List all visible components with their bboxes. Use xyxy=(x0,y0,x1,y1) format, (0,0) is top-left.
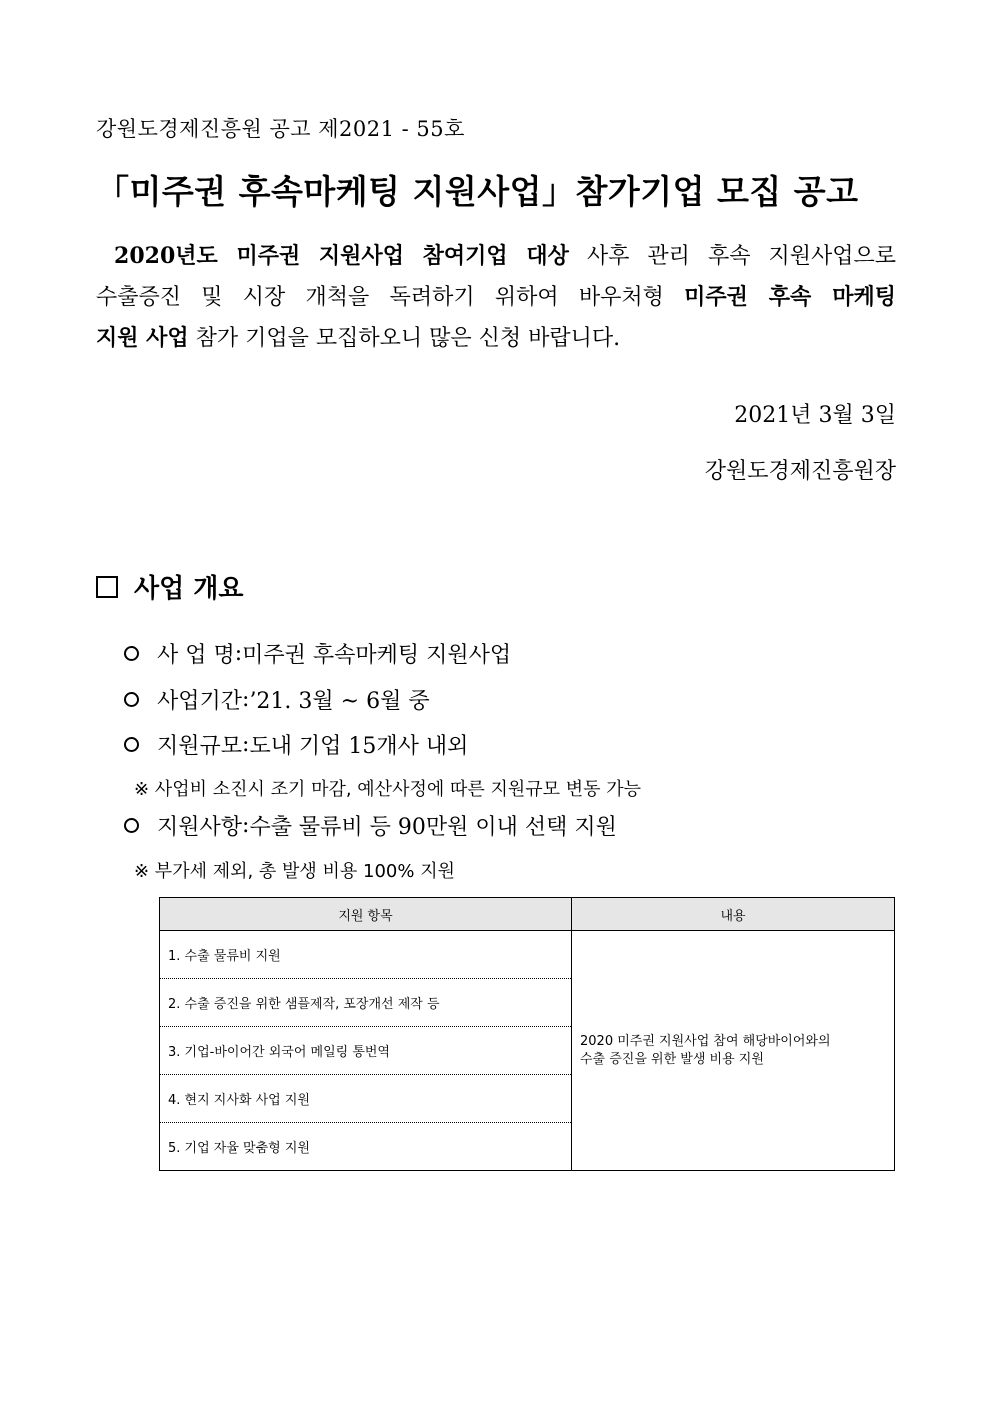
table-cell-item: 3. 기업-바이어간 외국어 메일링 통번역 xyxy=(160,1027,572,1075)
intro-line-1 xyxy=(96,236,896,277)
table-header-content: 내용 xyxy=(572,898,895,931)
notice-date: 2021년 3월 3일 xyxy=(734,403,896,428)
circle-bullet-icon xyxy=(124,818,139,833)
table-cell-item: 2. 수출 증진을 위한 샘플제작, 포장개선 제작 등 xyxy=(160,979,572,1027)
intro-bold-2: 미주권 후속 마케팅 xyxy=(684,284,896,310)
intro-bold-3: 지원 사업 xyxy=(96,325,189,351)
table-cell-content xyxy=(572,931,895,1171)
intro-text-3: 참가 기업을 모집하오니 많은 신청 바랍니다. xyxy=(188,326,621,351)
overview-item-name xyxy=(124,638,511,669)
notice-number: 강원도경제진흥원 공고 제2021 - 55호 xyxy=(96,117,465,141)
square-bullet-icon xyxy=(96,576,118,598)
intro-line-2 xyxy=(96,277,896,318)
table-row xyxy=(160,931,895,979)
item-label: 사업기간 xyxy=(157,689,243,714)
table-header-row xyxy=(160,898,895,931)
item-value: ’21. 3월 ~ 6월 중 xyxy=(249,689,430,714)
page-title: 「미주권 후속마케팅 지원사업」참가기업 모집 공고 xyxy=(96,172,859,211)
item-value: 미주권 후속마케팅 지원사업 xyxy=(242,643,512,668)
item-label: 지원규모 xyxy=(157,734,243,759)
intro-text-1: 사후 관리 후속 지원사업으로 xyxy=(568,244,897,269)
item-separator: : xyxy=(242,732,250,757)
issuer-name: 강원도경제진흥원장 xyxy=(704,459,896,484)
overview-item-support xyxy=(124,810,617,841)
item-value: 도내 기업 15개사 내외 xyxy=(249,734,469,759)
item-separator: : xyxy=(242,687,250,712)
circle-bullet-icon xyxy=(124,646,139,661)
overview-item-period xyxy=(124,684,430,715)
circle-bullet-icon xyxy=(124,737,139,752)
intro-paragraph xyxy=(96,236,896,359)
intro-bold-1: 2020년도 미주권 지원사업 참여기업 대상 xyxy=(114,243,569,269)
support-table xyxy=(159,897,895,1171)
item-separator: : xyxy=(242,813,250,838)
intro-text-2: 수출증진 및 시장 개척을 독려하기 위하여 바우처형 xyxy=(96,285,685,310)
content-line-1: 2020 미주권 지원사업 참여 해당바이어와의 xyxy=(580,1033,831,1049)
table-cell-item: 1. 수출 물류비 지원 xyxy=(160,931,572,979)
item-label: 사 업 명 xyxy=(157,643,235,668)
section-title: 사업 개요 xyxy=(134,574,244,604)
item-separator: : xyxy=(234,641,243,666)
note-vat: ※ 부가세 제외, 총 발생 비용 100% 지원 xyxy=(134,861,455,882)
circle-bullet-icon xyxy=(124,692,139,707)
table-cell-item: 4. 현지 지사화 사업 지원 xyxy=(160,1075,572,1123)
note-budget: ※ 사업비 소진시 조기 마감, 예산사정에 따른 지원규모 변동 가능 xyxy=(134,779,641,800)
item-label: 지원사항 xyxy=(157,815,243,840)
section-heading xyxy=(96,568,244,605)
overview-item-scale xyxy=(124,729,468,760)
content-line-2: 수출 증진을 위한 발생 비용 지원 xyxy=(580,1051,764,1067)
intro-line-3 xyxy=(96,318,896,359)
table-header-items: 지원 항목 xyxy=(160,898,572,931)
item-value: 수출 물류비 등 90만원 이내 선택 지원 xyxy=(249,815,617,840)
table-cell-item: 5. 기업 자율 맞춤형 지원 xyxy=(160,1123,572,1171)
